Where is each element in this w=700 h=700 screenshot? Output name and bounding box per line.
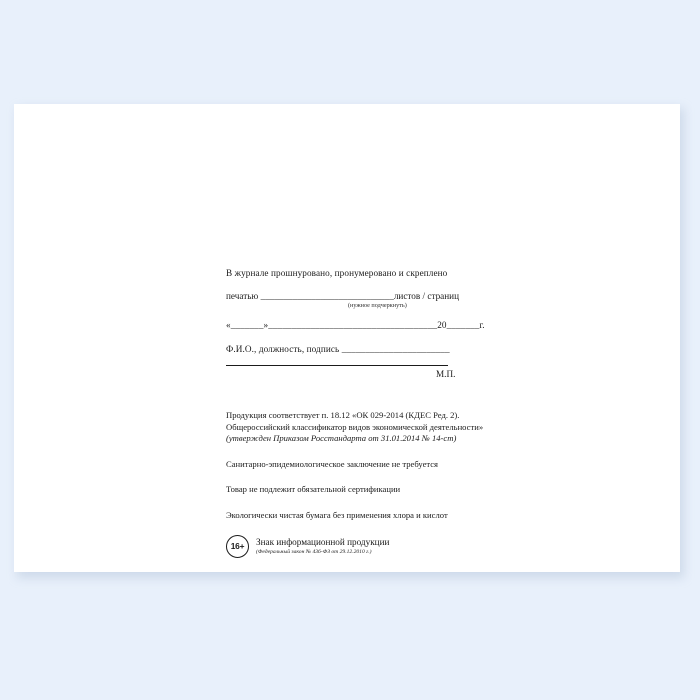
certification-line-2 bbox=[226, 290, 646, 302]
certification-line-2-note: (нужное подчеркнуть) bbox=[348, 302, 407, 309]
seal-fill: _____________________________ bbox=[260, 291, 394, 301]
certification-block bbox=[226, 267, 646, 379]
document-page bbox=[14, 104, 680, 572]
document-content bbox=[226, 267, 646, 558]
fio-prefix: Ф.И.О., должность, подпись bbox=[226, 344, 342, 354]
spacer bbox=[226, 280, 646, 290]
compliance-line-2: Общероссийский классификатор видов экономической деятельности» bbox=[226, 421, 484, 432]
age-mark-block bbox=[226, 535, 646, 558]
compliance-line-3: (утвержден Приказом Росстандарта от 31.01.2014 № 14-ст) bbox=[226, 433, 457, 444]
age-mark-title: Знак информационной продукции bbox=[256, 536, 390, 547]
age-mark-subtitle: (Федеральный закон № 436-ФЗ от 29.12.2010 г.) bbox=[256, 548, 372, 555]
certification-line-1: В журнале прошнуровано, пронумеровано и скреплено bbox=[226, 268, 448, 278]
spacer bbox=[226, 522, 646, 535]
spacer bbox=[226, 310, 646, 319]
compliance-line-6: Экологически чистая бумага без применения хлора и кислот bbox=[226, 509, 448, 520]
spacer bbox=[226, 390, 646, 410]
signature-rule bbox=[226, 365, 448, 366]
stamp-label: М.П. bbox=[436, 369, 456, 379]
compliance-line-5: Товар не подлежит обязательной сертификации bbox=[226, 484, 401, 495]
age-rating-badge-icon: 16+ bbox=[226, 535, 249, 558]
age-mark-text bbox=[256, 537, 389, 556]
certification-line-3: «_______»____________________________________20_______г. bbox=[226, 320, 485, 330]
spacer bbox=[226, 470, 646, 484]
compliance-line-1: Продукция соответствует п. 18.12 «ОК 029-2014 (КДЕС Ред. 2). bbox=[226, 410, 460, 420]
compliance-line-4: Санитарно-эпидемиологическое заключение не требуется bbox=[226, 458, 439, 469]
fio-fill: _______________________ bbox=[341, 344, 450, 354]
spacer bbox=[226, 445, 646, 459]
spacer bbox=[226, 332, 646, 343]
spacer bbox=[226, 496, 646, 510]
certification-line-4 bbox=[226, 343, 646, 356]
seal-prefix: печатью bbox=[226, 291, 261, 301]
compliance-block bbox=[226, 410, 646, 522]
seal-suffix: листов / страниц bbox=[393, 291, 459, 301]
